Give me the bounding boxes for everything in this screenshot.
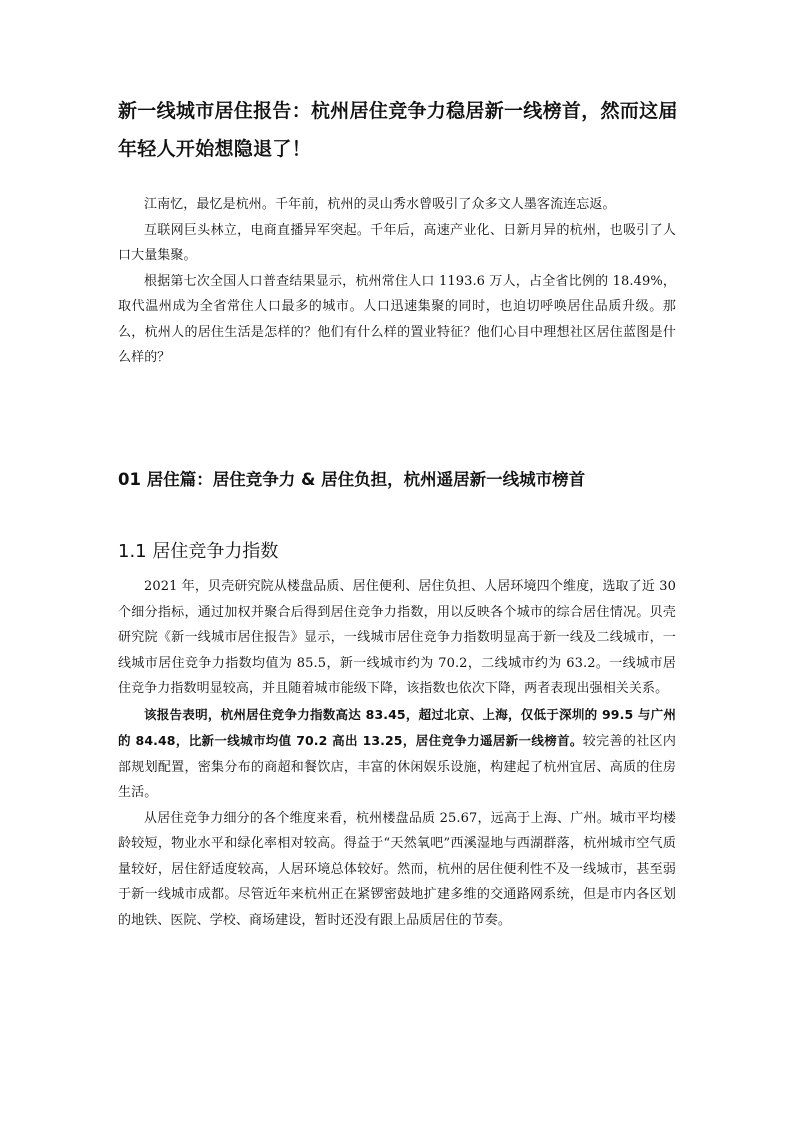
body-paragraph: 2021 年，贝壳研究院从楼盘品质、居住便利、居住负担、人居环境四个维度，选取了近 30 个细分指标，通过加权并聚合后得到居住竞争力指数，用以反映各个城市的综合居住情况。贝壳研究院《新一线城市居住报告》显示，一线城市居住竞争力指数明显高于新一线及二线城市，一线城市居住竞争力指数均值为 85.5，新一线城市约为 70.2，二线城市约为 63.2。一线城市居住竞争力指数明显较高，并且随着城市能级下降，该指数也依次下降，两者表现出强相关关系。 xyxy=(118,579,676,696)
intro-paragraph: 根据第七次全国人口普查结果显示，杭州常住人口 1193.6 万人，占全省比例的 18.49%，取代温州成为全省常住人口最多的城市。人口迅速集聚的同时，也迫切呼唤居住品质升级。那么，杭州人的居住生活是怎样的？他们有什么样的置业特征？他们心目中理想社区居住蓝图是什么样的？ xyxy=(118,273,676,365)
section-body xyxy=(118,574,676,933)
highlight-continuation: 较完善的社区内部规划配置，密集分布的商超和餐饮店，丰富的休闲娱乐设施，构建起了杭州宜居、高质的住房生活。 xyxy=(118,734,676,800)
body-paragraph-highlight xyxy=(118,702,676,806)
document-title: 新一线城市居住报告：杭州居住竞争力稳居新一线榜首，然而这届年轻人开始想隐退了！ xyxy=(118,100,678,160)
highlight-text: 该报告表明，杭州居住竞争力指数高达 83.45，超过北京、上海，仅低于深圳的 99.5 与广州的 84.48，比新一线城市均值 70.2 高出 13.25，居住竞争力遥居新一线榜首。 xyxy=(118,706,676,748)
intro-section xyxy=(118,192,676,371)
body-paragraph: 从居住竞争力细分的各个维度来看，杭州楼盘品质 25.67，远高于上海、广州。城市平均楼龄较短，物业水平和绿化率相对较高。得益于“天然氧吧”西溪湿地与西湖群落，杭州城市空气质量较好，居住舒适度较高，人居环境总体较好。然而，杭州的居住便利性不及一线城市，甚至弱于新一线城市成都。尽管近年来杭州正在紧锣密鼓地扩建多维的交通路网系统，但是市内各区划的地铁、医院、学校、商场建设，暂时还没有跟上品质居住的节奏。 xyxy=(118,810,676,928)
subsection-heading: 1.1 居住竞争力指数 xyxy=(118,541,279,562)
intro-paragraph: 江南忆，最忆是杭州。千年前，杭州的灵山秀水曾吸引了众多文人墨客流连忘返。 xyxy=(144,197,616,212)
section-heading: 01 居住篇：居住竞争力 & 居住负担，杭州遥居新一线城市榜首 xyxy=(118,470,586,489)
intro-paragraph: 互联网巨头林立，电商直播异军突起。千年后，高速产业化、日新月异的杭州，也吸引了人口大量集聚。 xyxy=(118,222,676,263)
